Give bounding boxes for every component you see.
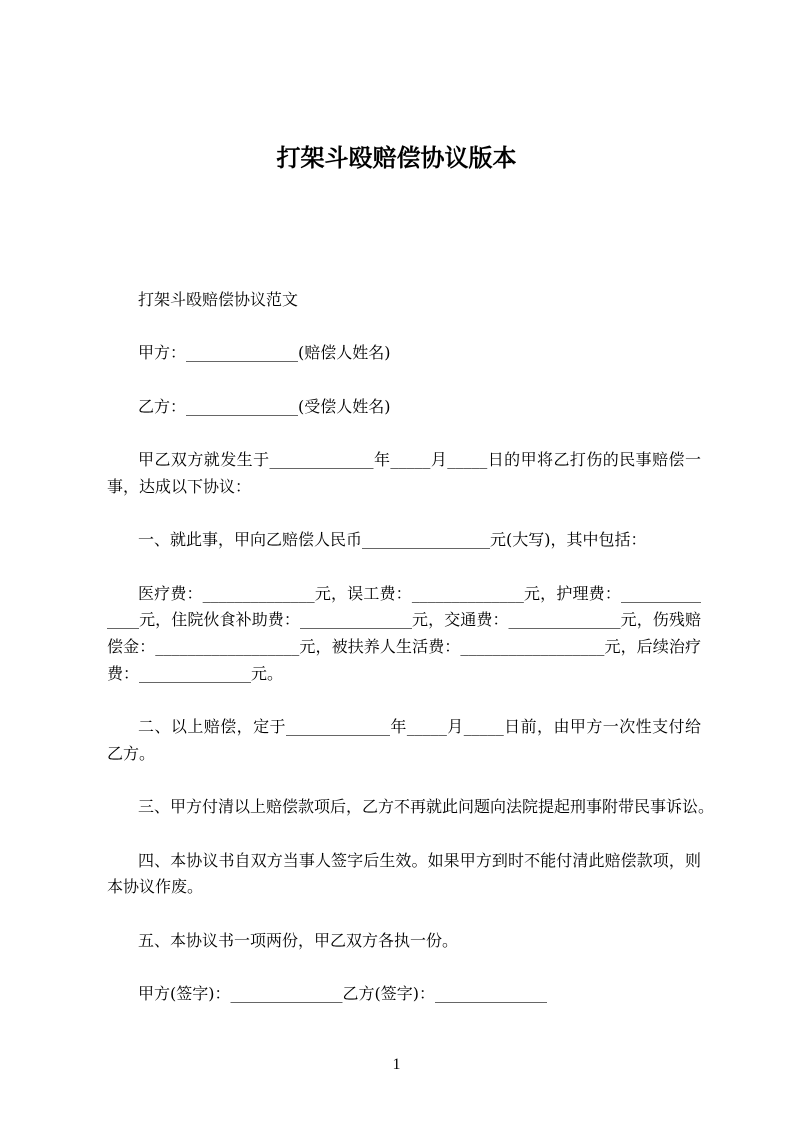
text-line: 四、本协议书自双方当事人签字后生效。如果甲方到时不能付清此赔偿款项，则: [138, 850, 701, 870]
text-line: [107, 394, 701, 421]
party-a-note: (赔偿人姓名): [298, 343, 391, 363]
clause-4-paragraph: [107, 848, 701, 901]
party-b-signature-blank: ______________: [435, 984, 547, 1004]
party-b-name-blank: ______________: [186, 396, 299, 416]
text-line: 打架斗殴赔偿协议范文: [138, 290, 299, 309]
party-b-paragraph: [107, 394, 701, 421]
party-a-name-blank: ______________: [186, 343, 299, 363]
party-b-signature-label: 乙方(签字)：: [342, 984, 435, 1004]
clause-3-paragraph: [107, 794, 715, 821]
document-body: [107, 287, 715, 1035]
party-a-paragraph: [107, 340, 701, 367]
page-number: 1: [392, 1056, 401, 1073]
party-b-label: 乙方：: [138, 396, 187, 416]
text-line: 费：______________元。: [107, 663, 284, 683]
party-a-label: 甲方：: [138, 343, 187, 363]
text-line: 甲乙双方就发生于_____________年_____月_____日的甲将乙打伤的民事赔偿一: [138, 450, 701, 470]
document-title: 打架斗殴赔偿协议版本: [276, 143, 517, 172]
text-line: 一、就此事，甲向乙赔偿人民币________________元(大写)，其中包括：: [138, 530, 647, 550]
party-a-signature-label: 甲方(签字)：: [138, 984, 231, 1004]
signature-line: [107, 981, 701, 1008]
text-line: 乙方。: [107, 743, 156, 763]
party-a-signature-blank: ______________: [230, 984, 343, 1004]
text-line: [107, 340, 701, 367]
party-b-note: (受偿人姓名): [298, 396, 391, 416]
clause-2-paragraph: [107, 714, 701, 767]
signature-paragraph: [107, 981, 701, 1008]
text-line: ____元，住院伙食补助费：______________元，交通费：______________元，伤残赔: [107, 610, 701, 630]
clause-1-paragraph: [107, 527, 701, 554]
text-line: 三、甲方付清以上赔偿款项后，乙方不再就此问题向法院提起刑事附带民事诉讼。: [138, 797, 715, 817]
text-line: 二、以上赔偿，定于_____________年_____月_____日前，由甲方一次性支付给: [138, 717, 701, 737]
preamble-paragraph: [107, 447, 701, 500]
text-line: 五、本协议书一项两份，甲乙双方各执一份。: [138, 930, 459, 950]
text-line: 事，达成以下协议：: [107, 476, 252, 496]
subtitle-paragraph: [107, 287, 701, 314]
text-line: 本协议作废。: [107, 877, 204, 897]
text-line: 偿金：__________________元，被扶养人生活费：__________________元，后续治疗: [107, 637, 701, 657]
compensation-items-paragraph: [107, 581, 701, 688]
text-line: 医疗费：______________元，误工费：______________元，护理费：__________: [138, 583, 701, 603]
clause-5-paragraph: [107, 928, 701, 955]
